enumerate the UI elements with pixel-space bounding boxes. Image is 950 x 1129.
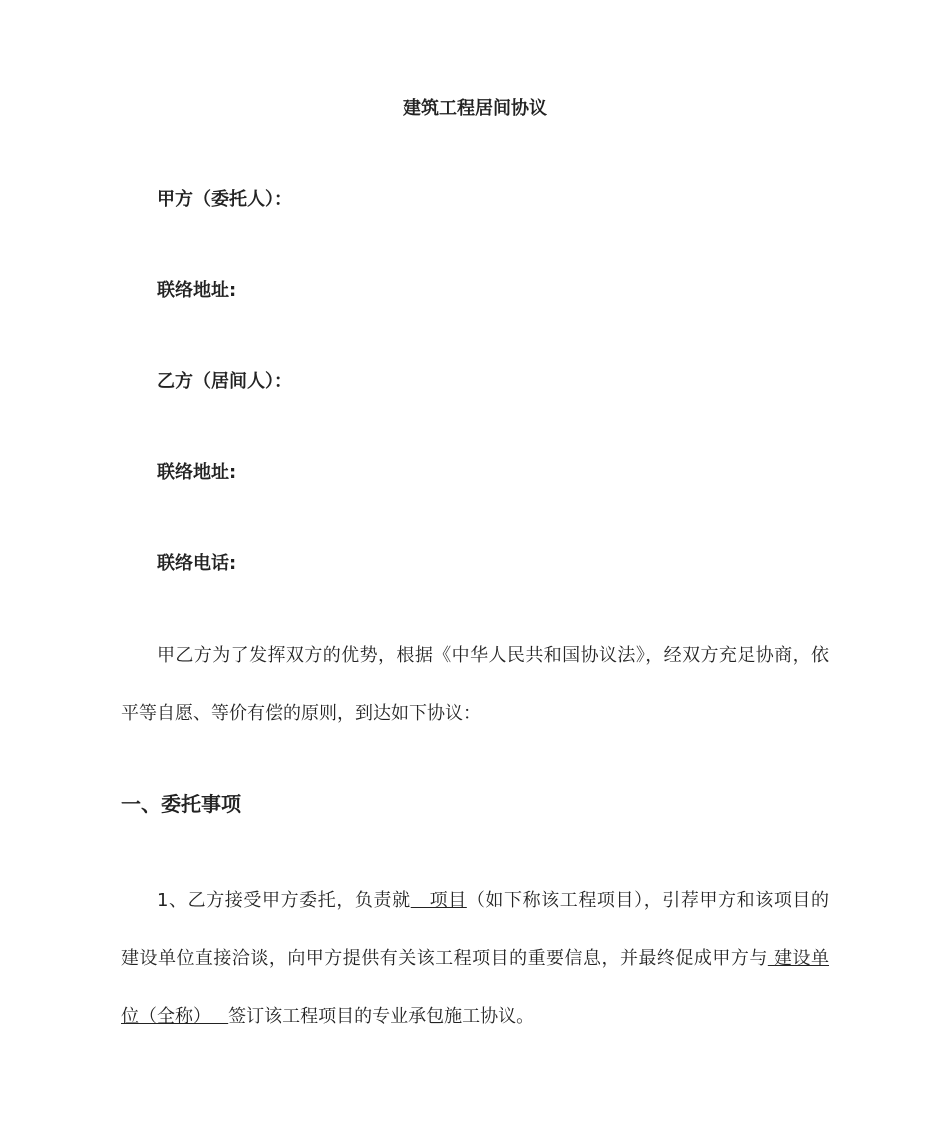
clause-1-line-3-suffix: 签订该工程项目的专业承包施工协议。 bbox=[228, 1006, 535, 1027]
party-b-address-label: 联络地址: bbox=[157, 462, 237, 483]
construction-unit-blank-part-1: 建设单 bbox=[767, 948, 829, 969]
party-a-label: 甲方（委托人）： bbox=[157, 189, 292, 210]
clause-1-line-2 bbox=[121, 947, 829, 971]
party-b-phone-label: 联络电话: bbox=[157, 553, 237, 574]
section-1-heading: 一、委托事项 bbox=[121, 792, 241, 816]
clause-1-line-3 bbox=[121, 1005, 534, 1029]
document-title: 建筑工程居间协议 bbox=[403, 98, 547, 119]
project-name-blank: 项目 bbox=[410, 890, 467, 911]
clause-1-line-1 bbox=[157, 889, 829, 913]
party-a-address-label: 联络地址: bbox=[157, 280, 237, 301]
construction-unit-blank-part-2: 位（全称） bbox=[121, 1006, 229, 1027]
clause-1-line-1-prefix: 1、乙方接受甲方委托，负责就 bbox=[157, 890, 411, 911]
party-b-label: 乙方（居间人）： bbox=[157, 371, 292, 392]
clause-1-line-2-prefix: 建设单位直接洽谈，向甲方提供有关该工程项目的重要信息，并最终促成甲方与 bbox=[121, 948, 768, 969]
preamble-line-2: 平等自愿、等价有偿的原则，到达如下协议： bbox=[121, 703, 481, 724]
clause-1-line-1-suffix: （如下称该工程项目），引荐甲方和该项目的 bbox=[466, 890, 829, 911]
preamble-line-1: 甲乙方为了发挥双方的优势，根据《中华人民共和国协议法》，经双方充足协商，依 bbox=[157, 645, 829, 666]
